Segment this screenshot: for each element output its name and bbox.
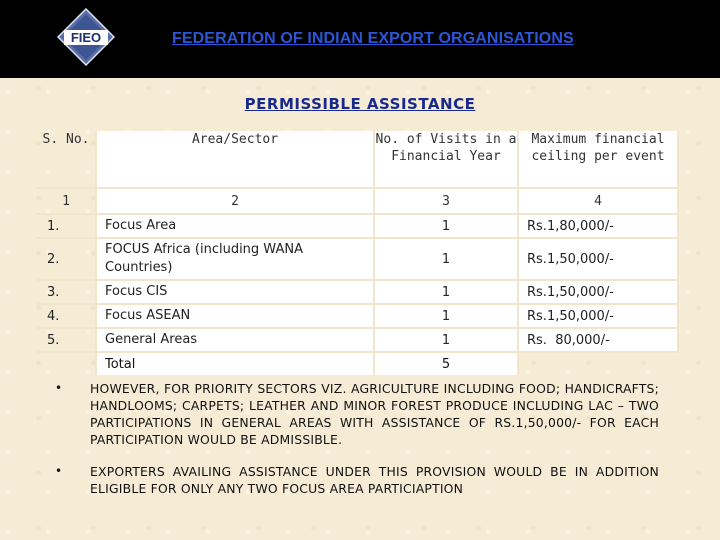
assistance-table (37, 131, 679, 375)
column-number-row (37, 189, 679, 215)
row-visits: 1 (375, 239, 519, 281)
row-sno: 2. (37, 239, 97, 281)
table-row (37, 281, 679, 305)
header-sno: S. No. (37, 131, 97, 189)
total-row (37, 353, 679, 375)
row-visits: 1 (375, 215, 519, 239)
row-ceiling: Rs. 80,000/- (519, 329, 679, 353)
table-header-row (37, 131, 679, 189)
colnum-4: 4 (519, 189, 679, 215)
row-area: Focus CIS (97, 281, 375, 305)
total-value: 5 (375, 353, 519, 375)
header-bar (0, 0, 720, 78)
row-area: Focus ASEAN (97, 305, 375, 329)
row-ceiling: Rs.1,50,000/- (519, 305, 679, 329)
colnum-1: 1 (37, 189, 97, 215)
row-visits: 1 (375, 329, 519, 353)
row-area: Focus Area (97, 215, 375, 239)
row-area: General Areas (97, 329, 375, 353)
row-sno: 3. (37, 281, 97, 305)
header-visits: No. of Visits in a Financial Year (375, 131, 519, 189)
row-ceiling: Rs.1,80,000/- (519, 215, 679, 239)
table-row (37, 215, 679, 239)
total-label: Total (97, 353, 375, 375)
table-row (37, 305, 679, 329)
note-text: EXPORTERS AVAILING ASSISTANCE UNDER THIS PROVISION WOULD BE IN ADDITION ELIGIBLE FOR ONLY ANY TWO FOCUS AREA PARTICIAPTION (90, 464, 659, 496)
list-item (53, 463, 659, 497)
bullet-icon: • (55, 464, 63, 478)
row-sno: 4. (37, 305, 97, 329)
row-sno: 1. (37, 215, 97, 239)
note-text: HOWEVER, FOR PRIORITY SECTORS VIZ. AGRICULTURE INCLUDING FOOD; HANDICRAFTS; HANDLOOMS; CARPETS; LEATHER AND MINOR FOREST PRODUCE INCLUDING LAC – TWO PARTICIPATIONS IN GENERAL AREAS WITH ASSISTANCE OF RS.1,50,000/- FOR EACH PARTICIPATION WOULD BE ADMISSIBLE. (90, 381, 659, 447)
row-visits: 1 (375, 305, 519, 329)
row-area: FOCUS Africa (including WANA Countries) (97, 239, 375, 281)
table-row (37, 239, 679, 281)
row-ceiling: Rs.1,50,000/- (519, 281, 679, 305)
org-title: FEDERATION OF INDIAN EXPORT ORGANISATIONS (172, 30, 574, 47)
row-visits: 1 (375, 281, 519, 305)
logo-text: FIEO (70, 30, 102, 45)
table-row (37, 329, 679, 353)
list-item (53, 380, 659, 448)
colnum-2: 2 (97, 189, 375, 215)
row-ceiling: Rs.1,50,000/- (519, 239, 679, 281)
bullet-icon: • (55, 381, 63, 395)
header-area: Area/Sector (97, 131, 375, 189)
row-sno: 5. (37, 329, 97, 353)
page-title: PERMISSIBLE ASSISTANCE (244, 95, 476, 113)
fieo-logo (57, 8, 115, 66)
colnum-3: 3 (375, 189, 519, 215)
notes-list (53, 380, 659, 512)
header-ceiling: Maximum financial ceiling per event (519, 131, 679, 189)
